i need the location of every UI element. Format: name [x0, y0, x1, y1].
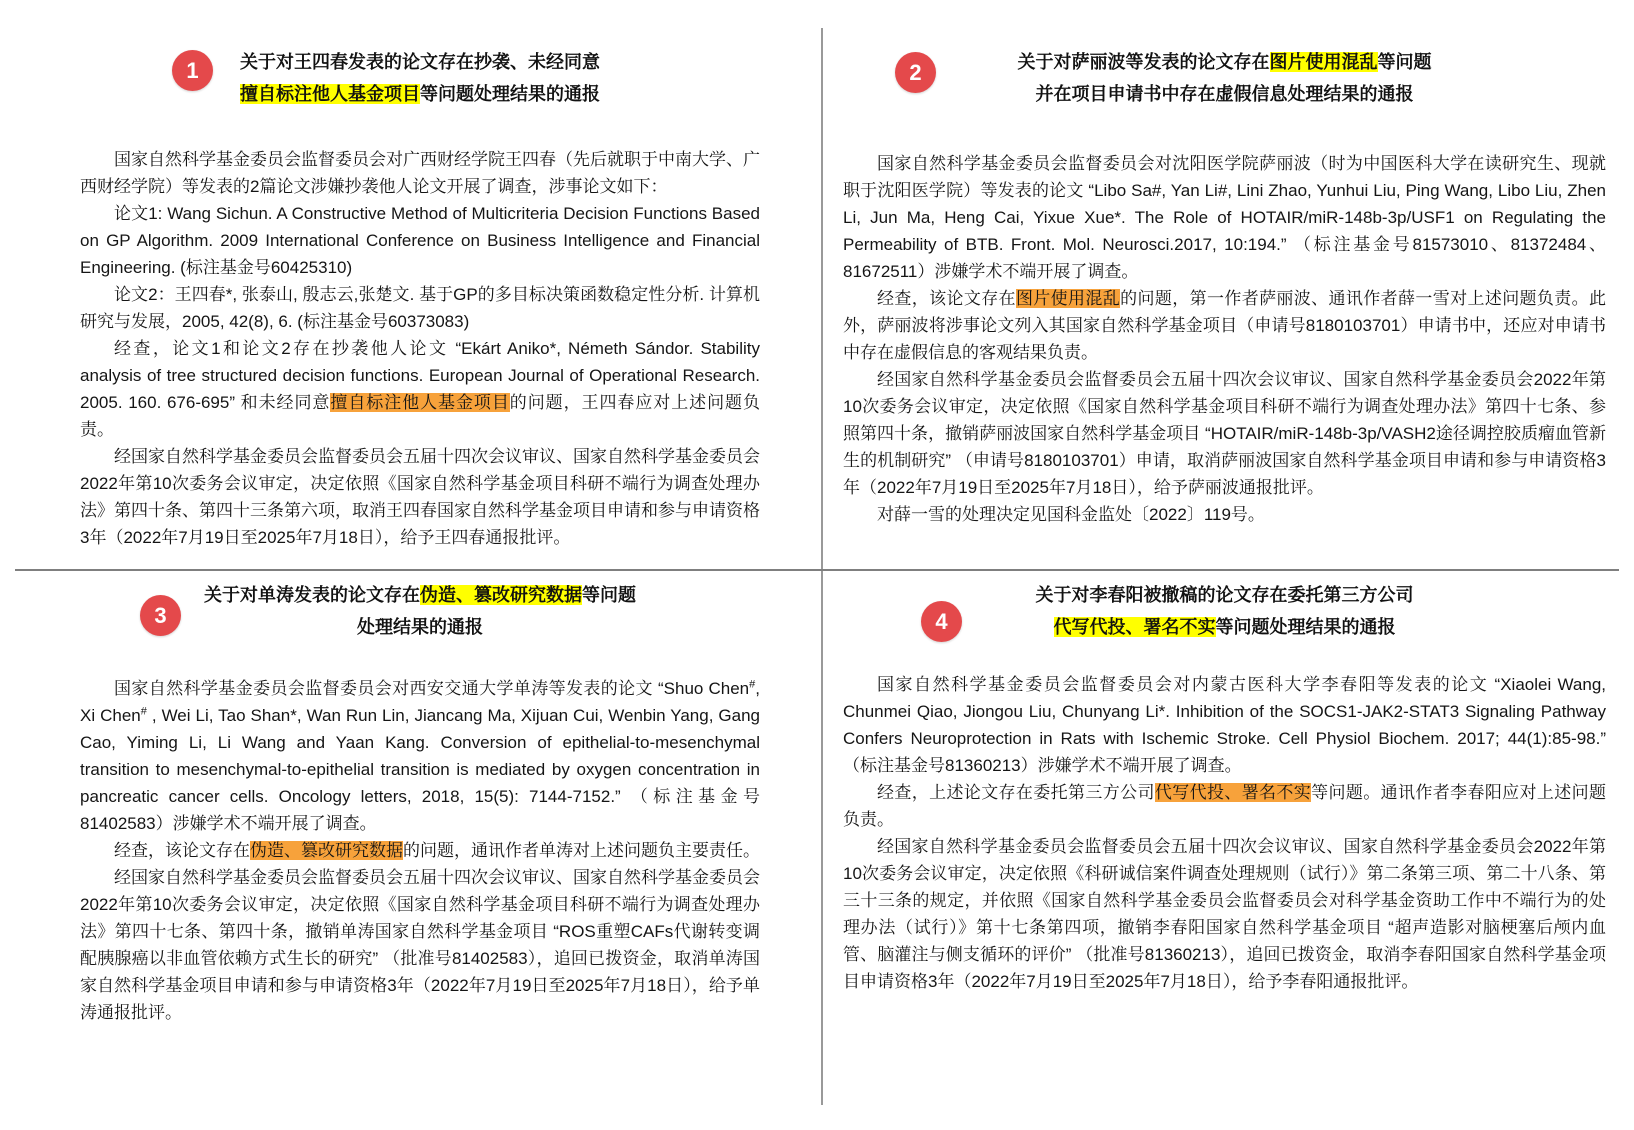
notice-4-title-highlight: 代写代投、署名不实	[1053, 617, 1216, 637]
notice-3-title	[80, 571, 760, 643]
notice-3-finding-highlight: 伪造、篡改研究数据	[250, 841, 403, 860]
text-segment: , Wei Li, Tao Shan*, Wan Run Lin, Jiancang Ma, Xijuan Cui, Wenbin Yang, Gang Cao, Yiming Li, Li Wang and Yaan Kang. Conversion of epithelial-to-mesenchymal transition to mesenchymal-to-epithelial transition is mediated by oxygen concentration in pancreatic cancer cells. Oncology letters, 2018, 15(5): 7144-7152.” （标注基金号81402583）涉嫌学术不端开展了调查。	[80, 706, 760, 833]
notice-3-title-highlight: 伪造、篡改研究数据	[420, 585, 582, 605]
text-segment: 等问题处理结果的通报	[1215, 617, 1396, 637]
text-segment: 关于对单涛发表的论文存在	[204, 585, 420, 605]
text-segment: 等问题	[1377, 52, 1432, 72]
notice-4-finding-paragraph	[843, 779, 1606, 833]
text-segment: 的问题，第一作者萨丽波、通讯作者薛一雪对上述问题负责。此外，萨丽波将涉事论文列入其国家自然科学基金项目（申请号8180103701）申请书中，还应对申请书中存在虚假信息的客观结果负责。	[843, 289, 1607, 362]
notice-2-number-badge: 2	[895, 52, 936, 93]
text-segment: 国家自然科学基金委员会监督委员会对西安交通大学单涛等发表的论文 “Shuo Chen	[114, 679, 750, 698]
notice-4-title-line1: 关于对李春阳被撤稿的论文存在委托第三方公司	[1035, 585, 1414, 605]
superscript-hash: #	[749, 678, 756, 691]
text-segment: 的问题，通讯作者单涛对上述问题负主要责任。	[403, 841, 760, 860]
text-segment: 经查，论文1和论文2存在抄袭他人论文 “Ekárt Aniko*, Németh Sándor. Stability analysis of tree structured decision functions. European Journal of Operational Research. 2005. 160. 676-695” 和未经同意	[80, 339, 760, 412]
text-segment: 关于对萨丽波等发表的论文存在	[1017, 52, 1270, 72]
notice-3-paragraph-1	[80, 675, 760, 837]
notice-2-title	[843, 0, 1606, 110]
notice-3-finding-paragraph	[80, 837, 760, 864]
text-segment: , Xi Chen	[80, 679, 760, 725]
text-segment: 经查，该论文存在	[114, 841, 250, 860]
notice-3-decision-paragraph: 经国家自然科学基金委员会监督委员会五届十四次会议审议、国家自然科学基金委员会2022年第10次委务会议审定，决定依照《国家自然科学基金项目科研不端行为调查处理办法》第四十七条、第四十条，撤销单涛国家自然科学基金项目 “ROS重塑CAFs代谢转变调配胰腺癌以非血管依赖方式生长的研究” （批准号81402583），追回已拨资金，取消单涛国家自然科学基金项目申请和参与申请资格3年（2022年7月19日至2025年7月18日），给予单涛通报批评。	[80, 868, 760, 1022]
notice-1-decision-paragraph: 经国家自然科学基金委员会监督委员会五届十四次会议审议、国家自然科学基金委员会2022年第10次委务会议审定，决定依照《国家自然科学基金项目科研不端行为调查处理办法》第四十条、第四十三条第六项，取消王四春国家自然科学基金项目申请和参与申请资格3年（2022年7月19日至2025年7月18日），给予王四春通报批评。	[80, 447, 760, 547]
notice-1-number-badge: 1	[172, 50, 213, 91]
notice-4-decision-paragraph: 经国家自然科学基金委员会监督委员会五届十四次会议审议、国家自然科学基金委员会2022年第10次委务会议审定，决定依照《科研诚信案件调查处理规则（试行）》第二条第三项、第二十八条、第三十三条的规定，并依照《国家自然科学基金委员会监督委员会对科学基金资助工作中不端行为的处理办法（试行）》第十七条第四项，撤销李春阳国家自然科学基金项目 “超声造影对脑梗塞后颅内血管、脑灌注与侧支循环的评价” （批准号81360213），追回已拨资金，取消李春阳国家自然科学基金项目申请资格3年（2022年7月19日至2025年7月18日），给予李春阳通报批评。	[843, 837, 1606, 991]
notice-2-decision-paragraph: 经国家自然科学基金委员会监督委员会五届十四次会议审议、国家自然科学基金委员会2022年第10次委务会议审定，决定依照《国家自然科学基金项目科研不端行为调查处理办法》第四十七条、参照第四十条，撤销萨丽波国家自然科学基金项目 “HOTAIR/miR-148b-3p/VASH2途径调控胶质瘤血管新生的机制研究” （申请号8180103701）申请，取消萨丽波国家自然科学基金项目申请和参与申请资格3年（2022年7月19日至2025年7月18日），给予萨丽波通报批评。	[843, 370, 1606, 497]
notice-3	[0, 571, 822, 1130]
superscript-hash: #	[140, 705, 147, 718]
notice-4-finding-highlight: 代写代投、署名不实	[1154, 783, 1312, 802]
notice-2-finding-highlight: 图片使用混乱	[1015, 289, 1121, 308]
text-segment: 的问题，王四春应对上述问题负责。	[80, 393, 761, 439]
notice-2-paragraph-1: 国家自然科学基金委员会监督委员会对沈阳医学院萨丽波（时为中国医科大学在读研究生、现就职于沈阳医学院）等发表的论文 “Libo Sa#, Yan Li#, Lini Zhao, Yunhui Liu, Ping Wang, Libo Liu, Zhen Li, Jun Ma, Heng Cai, Yixue Xue*. The Role of HOTAIR/miR-148b-3p/USF1 on Regulating the Permeability of BTB. Front. Mol. Neurosci.2017, 10:194.” （标注基金号81573010、81372484、81672511）涉嫌学术不端开展了调查。	[843, 154, 1606, 281]
notice-1-finding-paragraph	[80, 335, 760, 443]
notice-2-title-line2: 并在项目申请书中存在虚假信息处理结果的通报	[1035, 84, 1414, 104]
notice-1	[0, 0, 822, 570]
notice-3-title-line2: 处理结果的通报	[357, 617, 483, 637]
notice-2-finding-paragraph	[843, 285, 1606, 366]
notice-3-title-line1	[80, 579, 760, 611]
notice-4-number-badge: 4	[921, 601, 962, 642]
notice-1-paragraph-1: 国家自然科学基金委员会监督委员会对广西财经学院王四春（先后就职于中南大学、广西财经学院）等发表的2篇论文涉嫌抄袭他人论文开展了调查，涉事论文如下：	[80, 150, 760, 196]
notice-1-title-line1: 关于对王四春发表的论文存在抄袭、未经同意	[240, 52, 600, 72]
text-segment: 等问题。通讯作者李春阳应对上述问题负责。	[843, 783, 1607, 829]
notice-4-paragraph-1: 国家自然科学基金委员会监督委员会对内蒙古医科大学李春阳等发表的论文 “Xiaolei Wang, Chunmei Qiao, Jiongou Liu, Chunyang Li*. Inhibition of the SOCS1-JAK2-STAT3 Signaling Pathway Confers Neuroprotection in Rats with Ischemic Stroke. Cell Physiol Biochem. 2017; 44(1):85-98.” （标注基金号81360213）涉嫌学术不端开展了调查。	[843, 675, 1606, 775]
notice-1-title-highlight: 擅自标注他人基金项目	[240, 84, 420, 104]
notice-4	[823, 571, 1634, 1130]
text-segment: 等问题处理结果的通报	[420, 84, 600, 104]
notice-2-title-line1	[843, 46, 1606, 78]
notice-1-paper-2: 论文2：王四春*, 张泰山, 殷志云,张楚文. 基于GP的多目标决策函数稳定性分析. 计算机研究与发展，2005, 42(8), 6. (标注基金号60373083)	[80, 285, 760, 331]
text-segment: 经查，该论文存在	[877, 289, 1016, 308]
notice-3-number-badge: 3	[140, 595, 181, 636]
notice-2-title-highlight: 图片使用混乱	[1269, 52, 1378, 72]
text-segment: 经查，上述论文存在委托第三方公司	[877, 783, 1155, 802]
text-segment: 等问题	[582, 585, 636, 605]
notice-2-reference-paragraph: 对薛一雪的处理决定见国科金监处〔2022〕119号。	[877, 505, 1265, 524]
notice-2	[823, 0, 1634, 570]
notice-1-finding-highlight: 擅自标注他人基金项目	[330, 393, 510, 412]
notice-1-paper-1: 论文1: Wang Sichun. A Constructive Method of Multicriteria Decision Functions Based on GP Algorithm. 2009 International Conference on Business Intelligence and Financial Engineering. (标注基金号60425310)	[80, 204, 760, 277]
